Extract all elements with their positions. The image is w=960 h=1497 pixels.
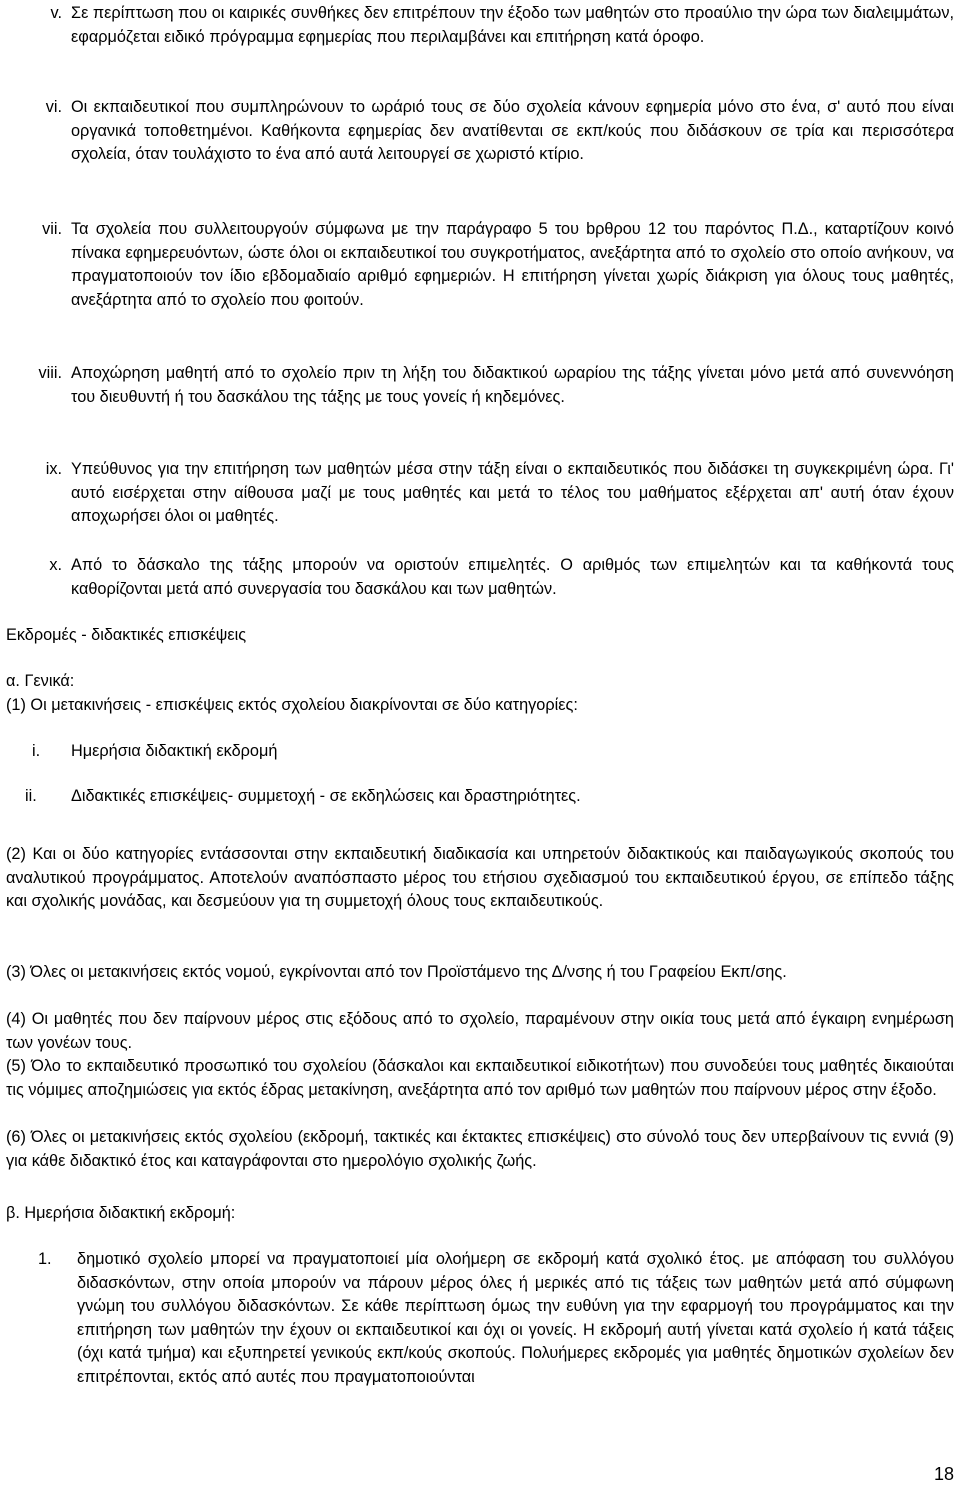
paragraph-5: (5) Όλο το εκπαιδευτικό προσωπικό του σχολείου (δάσκαλοι και εκπαιδευτικοί ειδικοτήτων) που συνοδεύει τους μαθητές δικαιούται τις νόμιμες αποζημιώσεις για εκτός έδρας μετακίνηση, ανεξάρτητα από τον αριθμό των μαθητών που παίρνουν μέρος στην έξοδο. <box>6 1057 954 1099</box>
daytrip-item-text: δημοτικό σχολείο μπορεί να πραγματοποιεί μία ολοήμερη σε εκδρομή κατά σχολικό έτος. με απόφαση του συλλόγου διδασκόντων, στην οποία μπορούν να πάρουν μέρος όλες ή μερικές από τις τάξεις των μαθητών μετά από σύμφωνη γνώμη του συλλόγου διδασκόντων. Σε κάθε περίπτωση όμως την ευθύνη για την εφαρμογή του προγράμματος και την επιτήρηση των μαθητών την έχουν οι εκπαιδευτικοί και όχι οι γονείς. Η εκδρομή αυτή γίνεται κατά σχολείο ή κατά τάξεις (όχι κατά τμήμα) και εξυπηρετεί γενικούς εκπ/κούς σκοπούς. Πολυήμερες εκδρομές για μαθητές δημοτικών σχολείων δεν επιτρέπονται, εκτός από αυτές που πραγματοποιούνται <box>77 1250 954 1386</box>
category-text: Διδακτικές επισκέψεις- συμμετοχή - σε εκδηλώσεις και δραστηριότητες. <box>71 787 581 805</box>
item-number: ix. <box>45 460 62 478</box>
paragraph-6: (6) Όλες οι μετακινήσεις εκτός σχολείου (εκδρομή, τακτικές και έκτακτες επισκέψεις) στο σύνολό τους δεν υπερβαίνουν τις εννιά (9) για κάθε διδακτικό έτος και καταγράφονται στο ημερολόγιο σχολικής ζωής. <box>6 1128 954 1170</box>
general-heading: α. Γενικά: <box>6 672 75 690</box>
category-text: Ημερήσια διδακτική εκδρομή <box>71 742 278 760</box>
category-number: i. <box>32 742 41 760</box>
section-title: Εκδρομές - διδακτικές επισκέψεις <box>6 626 247 644</box>
paragraph-2: (2) Και οι δύο κατηγορίες εντάσσονται στην εκπαιδευτική διαδικασία και υπηρετούν διδακτικούς και παιδαγωγικούς σκοπούς του αναλυτικού προγράμματος. Αποτελούν αναπόσπαστο μέρος του ετήσιου σχεδιασμού του εκπαιδευτικού έργου, σε επίπεδο τάξης και σχολικής μονάδας, και δεσμεύουν για τη συμμετοχή όλους τους εκπαιδευτικούς. <box>6 845 954 911</box>
item-text: Από το δάσκαλο της τάξης μπορούν να οριστούν επιμελητές. Ο αριθμός των επιμελητών και τα καθήκοντά τους καθορίζονται μετά από συνεργασία του δασκάλου και των μαθητών. <box>71 556 954 598</box>
category-number: ii. <box>25 787 37 805</box>
item-number: v. <box>50 4 62 22</box>
paragraph-4: (4) Οι μαθητές που δεν παίρνουν μέρος στις εξόδους από το σχολείο, παραμένουν στην οικία τους μετά από έγκαιρη ενημέρωση των γονέων τους. <box>6 1010 954 1052</box>
paragraph-3: (3) Όλες οι μετακινήσεις εκτός νομού, εγκρίνονται από τον Προϊστάμενο της Δ/νσης ή του Γραφείου Εκπ/σης. <box>6 963 787 981</box>
item-number: vi. <box>45 98 62 116</box>
daytrip-heading: β. Ημερήσια διδακτική εκδρομή: <box>6 1204 236 1222</box>
item-number: vii. <box>42 220 62 238</box>
item-text: Οι εκπαιδευτικοί που συμπληρώνουν το ωράριό τους σε δύο σχολεία κάνουν εφημερία μόνο στο ένα, σ' αυτό που είναι οργανικά τοποθετημένοι. Καθήκοντα εφημερίας δεν ανατίθενται σε εκπ/κούς που διδάσκουν σε τρία και περισσότερα σχολεία, όταν τουλάχιστο το ένα από αυτά λειτουργεί σε χωριστό κτίριο. <box>71 98 954 164</box>
item-text: Τα σχολεία που συλλειτουργούν σύμφωνα με την παράγραφο 5 του bρθρου 12 του παρόντος Π.Δ., καταρτίζουν κοινό πίνακα εφημερευόντων, ώστε όλοι οι εκπαιδευτικοί του συγκροτήματος, ανεξάρτητα από το σχολείο στο οποίο ανήκουν, να πραγματοποιούν τον ίδιο εβδομαδιαίο αριθμό εφημεριών. Η επιτήρηση γίνεται χωρίς διάκριση για όλους τους μαθητές, ανεξάρτητα από το σχολείο που φοιτούν. <box>71 220 954 309</box>
item-text: Σε περίπτωση που οι καιρικές συνθήκες δεν επιτρέπουν την έξοδο των μαθητών στο προαύλιο την ώρα των διαλειμμάτων, εφαρμόζεται ειδικό πρόγραμμα εφημερίας που περιλαμβάνει και επιτήρηση κατά όροφο. <box>71 4 954 46</box>
item-text: Υπεύθυνος για την επιτήρηση των μαθητών μέσα στην τάξη είναι ο εκπαιδευτικός που διδάσκει τη συγκεκριμένη ώρα. Γι' αυτό εισέρχεται στην αίθουσα μαζί με τους μαθητές και μετά το τέλος του μαθήματος εξέρχεται απ' αυτή όταν έχουν αποχωρήσει όλοι οι μαθητές. <box>71 460 954 526</box>
general-intro: (1) Οι μετακινήσεις - επισκέψεις εκτός σχολείου διακρίνονται σε δύο κατηγορίες: <box>6 696 578 714</box>
item-number: x. <box>49 556 62 574</box>
page-number: 18 <box>933 1464 954 1484</box>
daytrip-item-number: 1. <box>38 1250 52 1268</box>
item-text: Αποχώρηση μαθητή από το σχολείο πριν τη λήξη του διδακτικού ωραρίου της τάξης γίνεται μόνο μετά από συνεννόηση του διευθυντή ή του δασκάλου της τάξης με τους γονείς ή κηδεμόνες. <box>71 364 954 406</box>
item-number: viii. <box>38 364 62 382</box>
